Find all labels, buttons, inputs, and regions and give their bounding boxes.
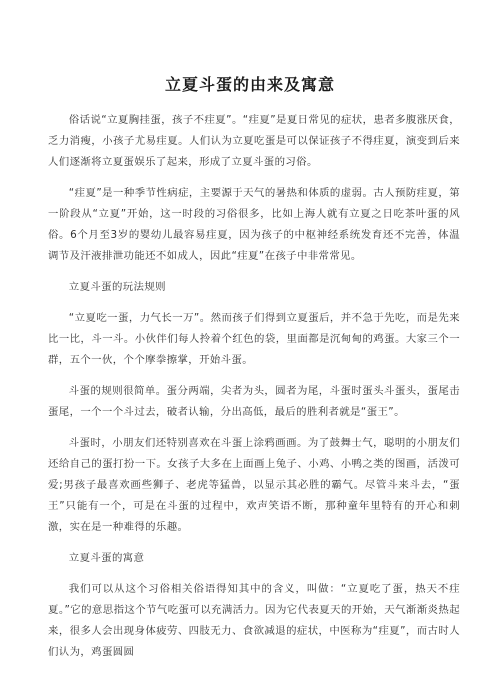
body-paragraph: 斗蛋的规则很简单。蛋分两端，尖者为头，圆者为尾，斗蛋时蛋头斗蛋头，蛋尾击蛋尾，一个一个斗过去，破者认输，分出高低，最后的胜利者就是“蛋王”。 — [48, 385, 460, 418]
body-paragraph: 斗蛋时，小朋友们还特别喜欢在斗蛋上涂鸦画画。为了鼓舞士气，聪明的小朋友们还给自己的蛋打扮一下。女孩子大多在上面画上兔子、小鸡、小鸭之类的图画，活泼可爱;男孩子最喜欢画些狮子、老虎等猛兽，以显示其必胜的霸气。尽管斗来斗去，“蛋王”只能有一个，可是在斗蛋的过程中，欢声笑语不断，那种童年里特有的开心和刺激，实在是一种难得的乐趣。 — [48, 437, 460, 533]
body-paragraph: 我们可以从这个习俗相关俗语得知其中的含义，叫做：“立夏吃了蛋，热天不疰夏。”它的意思指这个节气吃蛋可以充满活力。因为它代表夏天的开始，天气渐渐炎热起来，很多人会出现身体疲劳、四肢无力、食欲减退的症状，中医称为“疰夏”，而古时人们认为，鸡蛋圆圆 — [48, 583, 460, 658]
section-heading-rules: 立夏斗蛋的玩法规则 — [68, 281, 166, 293]
body-paragraph: 俗话说“立夏胸挂蛋，孩子不疰夏”。“疰夏”是夏日常见的症状，患者多腹涨厌食，乏力消瘦，小孩子尤易疰夏。人们认为立夏吃蛋是可以保证孩子不得疰夏，演变到后来人们逐渐将立夏蛋娱乐了起来，形成了立夏斗蛋的习俗。 — [48, 114, 460, 168]
body-paragraph: “立夏吃一蛋，力气长一万”。然而孩子们得到立夏蛋后，并不急于先吃，而是先来比一比，斗一斗。小伙伴们每人拎着个红色的袋，里面都是沉甸甸的鸡蛋。大家三个一群，五个一伙，个个摩拳擦掌，开始斗蛋。 — [48, 312, 460, 366]
body-paragraph: “疰夏”是一种季节性病症，主要源于天气的暑热和体质的虚弱。古人预防疰夏，第一阶段从“立夏”开始，这一时段的习俗很多，比如上海人就有立夏之日吃茶叶蛋的风俗。6个月至3岁的婴幼儿最容易疰夏，因为孩子的中枢神经系统发育还不完善，体温调节及汗液排泄功能还不如成人，因此“疰夏”在孩子中非常常见。 — [48, 187, 460, 262]
document-body — [48, 110, 460, 673]
section-heading-meaning: 立夏斗蛋的寓意 — [68, 552, 145, 564]
document-title: 立夏斗蛋的由来及寓意 — [164, 75, 335, 94]
